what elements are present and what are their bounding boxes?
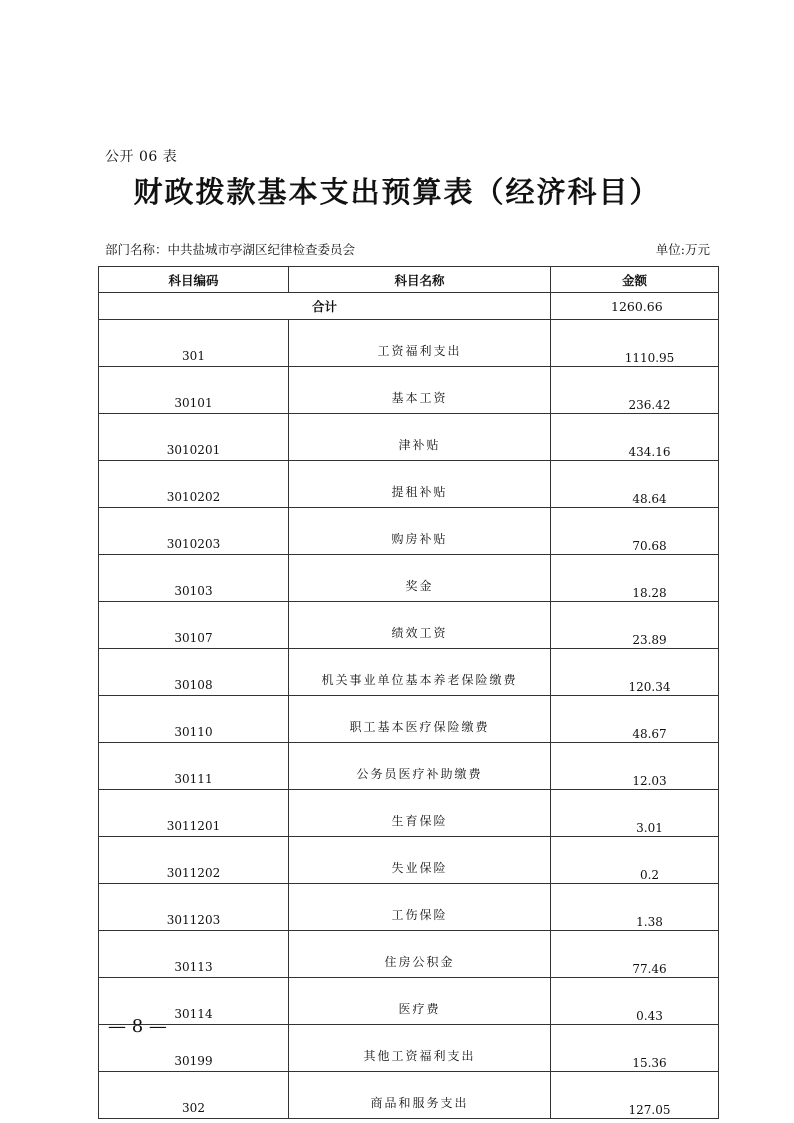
row-code: 30107 bbox=[99, 602, 289, 649]
row-amount: 23.89 bbox=[551, 602, 719, 649]
table-row bbox=[99, 978, 719, 1025]
row-code: 302 bbox=[99, 1072, 289, 1119]
row-name: 商品和服务支出 bbox=[289, 1072, 551, 1119]
table-row bbox=[99, 461, 719, 508]
row-amount: 77.46 bbox=[551, 931, 719, 978]
row-amount: 236.42 bbox=[551, 367, 719, 414]
row-code: 30103 bbox=[99, 555, 289, 602]
row-code: 3010203 bbox=[99, 508, 289, 555]
row-name: 机关事业单位基本养老保险缴费 bbox=[289, 649, 551, 696]
row-code: 301 bbox=[99, 320, 289, 367]
page-title: 财政拨款基本支出预算表（经济科目） bbox=[133, 175, 661, 209]
row-code: 3011203 bbox=[99, 884, 289, 931]
table-row bbox=[99, 884, 719, 931]
total-amount: 1260.66 bbox=[551, 293, 719, 320]
row-name: 工伤保险 bbox=[289, 884, 551, 931]
table-row bbox=[99, 367, 719, 414]
row-amount: 48.64 bbox=[551, 461, 719, 508]
budget-table bbox=[98, 266, 719, 1119]
unit-label: 单位:万元 bbox=[655, 242, 710, 257]
table-row bbox=[99, 555, 719, 602]
table-row bbox=[99, 649, 719, 696]
column-header-name: 科目名称 bbox=[289, 267, 551, 293]
budget-table-container bbox=[98, 266, 718, 1119]
row-amount: 12.03 bbox=[551, 743, 719, 790]
row-name: 购房补贴 bbox=[289, 508, 551, 555]
row-amount: 3.01 bbox=[551, 790, 719, 837]
row-name: 住房公积金 bbox=[289, 931, 551, 978]
row-name: 工资福利支出 bbox=[289, 320, 551, 367]
table-row bbox=[99, 602, 719, 649]
row-amount: 48.67 bbox=[551, 696, 719, 743]
row-name: 失业保险 bbox=[289, 837, 551, 884]
row-name: 医疗费 bbox=[289, 978, 551, 1025]
column-header-code: 科目编码 bbox=[99, 267, 289, 293]
table-header-row bbox=[99, 267, 719, 293]
column-header-amount: 金额 bbox=[551, 267, 719, 293]
row-amount: 0.43 bbox=[551, 978, 719, 1025]
row-code: 3011202 bbox=[99, 837, 289, 884]
row-name: 公务员医疗补助缴费 bbox=[289, 743, 551, 790]
department-name: 部门名称：中共盐城市亭湖区纪律检查委员会 bbox=[105, 242, 356, 257]
row-code: 30114 bbox=[99, 978, 289, 1025]
row-name: 生育保险 bbox=[289, 790, 551, 837]
table-row bbox=[99, 931, 719, 978]
row-amount: 127.05 bbox=[551, 1072, 719, 1119]
row-code: 30110 bbox=[99, 696, 289, 743]
row-amount: 1110.95 bbox=[551, 320, 719, 367]
table-row bbox=[99, 1072, 719, 1119]
row-amount: 1.38 bbox=[551, 884, 719, 931]
row-name: 其他工资福利支出 bbox=[289, 1025, 551, 1072]
table-row bbox=[99, 414, 719, 461]
row-amount: 18.28 bbox=[551, 555, 719, 602]
row-name: 津补贴 bbox=[289, 414, 551, 461]
table-row bbox=[99, 1025, 719, 1072]
total-row bbox=[99, 293, 719, 320]
row-amount: 120.34 bbox=[551, 649, 719, 696]
table-row bbox=[99, 508, 719, 555]
row-name: 奖金 bbox=[289, 555, 551, 602]
row-name: 职工基本医疗保险缴费 bbox=[289, 696, 551, 743]
row-code: 3011201 bbox=[99, 790, 289, 837]
row-amount: 15.36 bbox=[551, 1025, 719, 1072]
table-row bbox=[99, 790, 719, 837]
row-code: 3010202 bbox=[99, 461, 289, 508]
row-name: 提租补贴 bbox=[289, 461, 551, 508]
table-row bbox=[99, 320, 719, 367]
row-name: 基本工资 bbox=[289, 367, 551, 414]
row-amount: 0.2 bbox=[551, 837, 719, 884]
page-number: — 8 — bbox=[108, 1016, 167, 1037]
row-code: 30113 bbox=[99, 931, 289, 978]
row-code: 3010201 bbox=[99, 414, 289, 461]
row-name: 绩效工资 bbox=[289, 602, 551, 649]
row-amount: 434.16 bbox=[551, 414, 719, 461]
row-code: 30199 bbox=[99, 1025, 289, 1072]
table-row bbox=[99, 837, 719, 884]
row-code: 30108 bbox=[99, 649, 289, 696]
total-label: 合计 bbox=[99, 293, 551, 320]
table-row bbox=[99, 743, 719, 790]
table-row bbox=[99, 696, 719, 743]
row-code: 30111 bbox=[99, 743, 289, 790]
row-code: 30101 bbox=[99, 367, 289, 414]
row-amount: 70.68 bbox=[551, 508, 719, 555]
form-code: 公开 06 表 bbox=[105, 149, 178, 165]
